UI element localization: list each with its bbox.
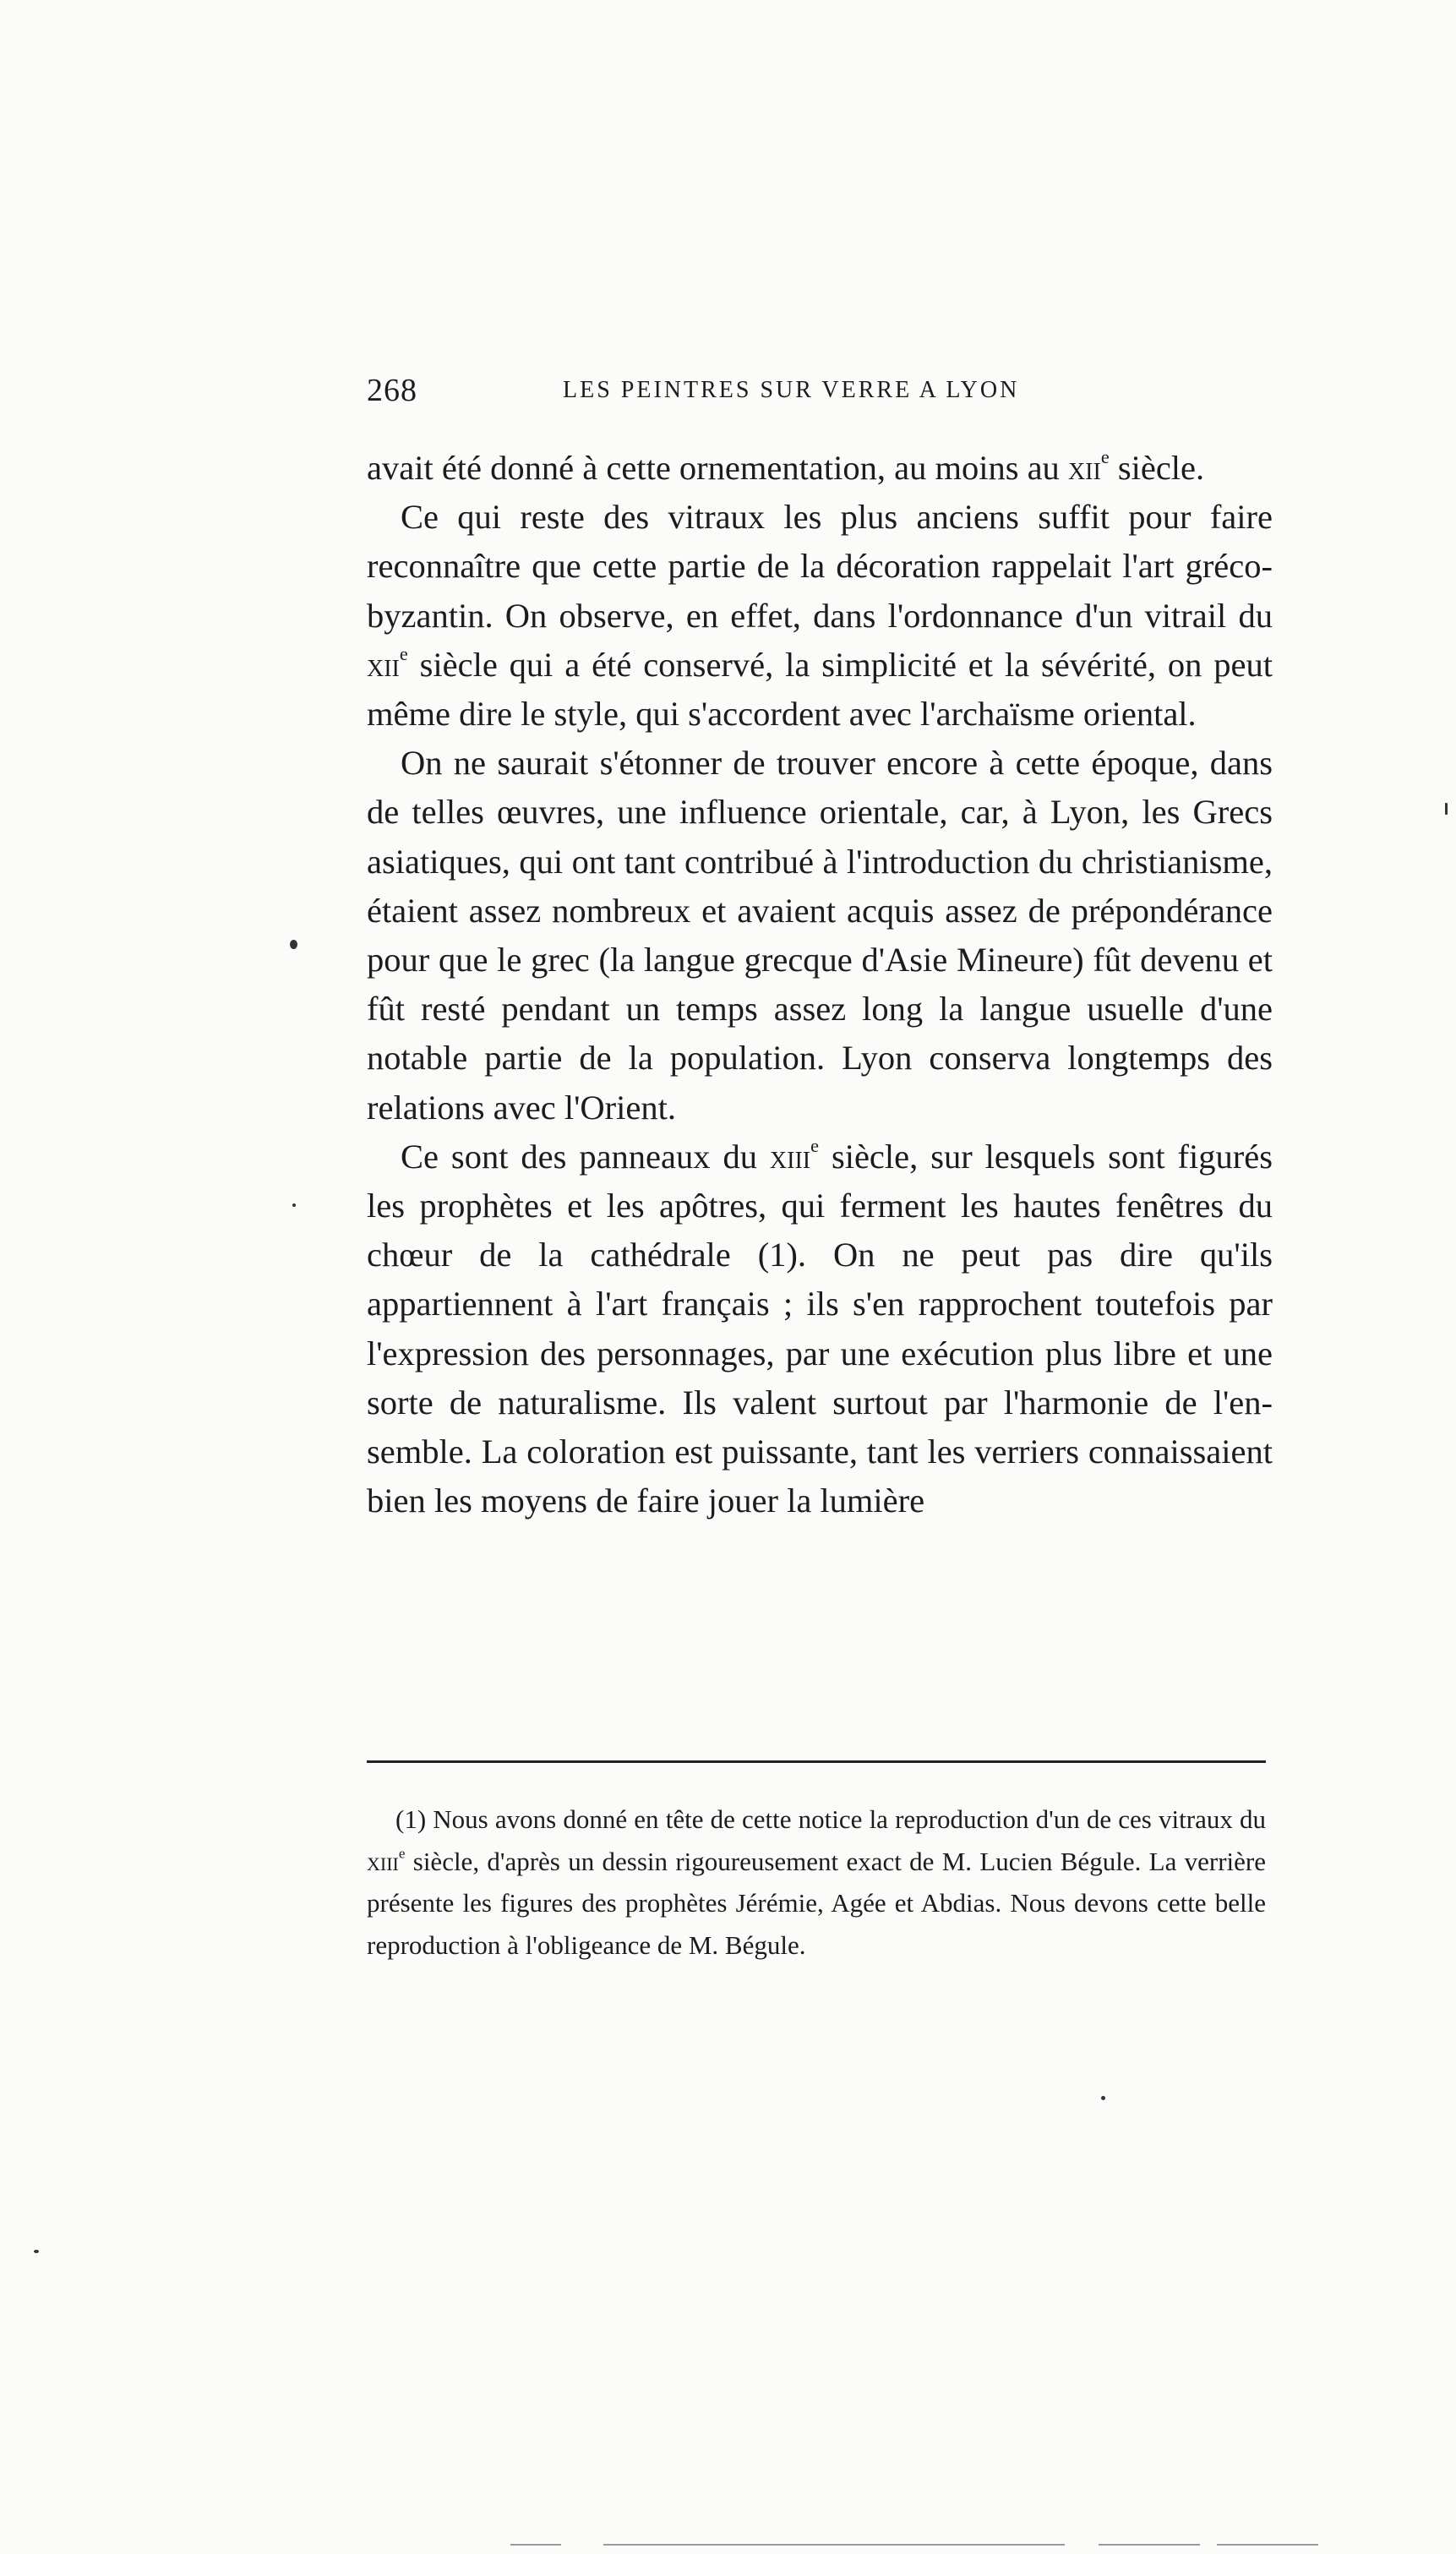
running-title: LES PEINTRES SUR VERRE A LYON bbox=[563, 377, 1020, 403]
paragraph-4-text-b: siècle, sur lesquels sont figurés les prophètes et les apôtres, qui ferment les hautes fenêtres du chœur de la cathédrale (1). On ne peut pas dire qu'ils appartiennent à l'art français ; ils s'en rapprochent toutefois par l'expression des personnages, par une exécution plus libre et une sorte de naturalisme. Ils valent surtout par l'harmonie de l'ensemble. La coloration est puissante, tant les verriers connaissaient bien les moyens de faire jouer la lumière bbox=[367, 1137, 1273, 1520]
bottom-rule-segment bbox=[510, 2544, 561, 2546]
ink-speck bbox=[1101, 2096, 1105, 2100]
paragraph-2-text-a: Ce qui reste des vitraux les plus anciens suffit pour faire reconnaître que cette partie de la décoration rappelait l'art gréco-byzantin. On observe, en effet, dans l'ordonnance d'un vitrail du bbox=[367, 498, 1273, 635]
ink-speck bbox=[34, 2250, 39, 2253]
paragraph-2-text-b: siècle qui a été conservé, la simplicité et la sévérité, on peut même dire le style, qui s'accordent avec l'archaïsme oriental. bbox=[367, 645, 1273, 734]
superscript: e bbox=[398, 1845, 406, 1862]
century-numeral: xiii bbox=[769, 1137, 811, 1176]
superscript: e bbox=[810, 1134, 819, 1156]
page-number: 268 bbox=[367, 373, 417, 408]
paragraph-2 bbox=[367, 493, 1273, 739]
ink-speck bbox=[1445, 803, 1448, 815]
superscript: e bbox=[1100, 446, 1110, 468]
bottom-rule-segment bbox=[1217, 2544, 1318, 2546]
paragraph-1-text-a: avait été donné à cette ornementation, au moins au bbox=[367, 449, 1068, 487]
century-numeral: xiii bbox=[367, 1846, 399, 1876]
footnote-1 bbox=[367, 1798, 1266, 1966]
footnote-1-text-a: (1) Nous avons donné en tête de cette notice la reproduction d'un de ces vitraux du bbox=[395, 1804, 1266, 1834]
ink-speck bbox=[292, 1203, 296, 1207]
footnote-rule bbox=[367, 1760, 1266, 1763]
footnotes bbox=[367, 1798, 1266, 1966]
paragraph-3-text: On ne saurait s'étonner de trouver encore à cette époque, dans de telles œuvres, une influence orientale, car, à Lyon, les Grecs asiatiques, qui ont tant contribué à l'introduction du christianisme, étaient assez nombreux et avaient acquis assez de prépondérance pour que le grec (la langue grecque d'Asie Mineure) fût devenu et fût resté pendant un temps assez long la langue usuelle d'une notable partie de la population. Lyon conserva longtemps des relations avec l'Orient. bbox=[367, 744, 1273, 1127]
footnote-1-text-b: siècle, d'après un dessin rigoureusement exact de M. Lucien Bégule. La verrière présente les figures des prophètes Jérémie, Agée et Abdias. Nous devons cette belle reproduction à l'obligeance de M. Bégule. bbox=[367, 1846, 1266, 1960]
superscript: e bbox=[399, 642, 408, 664]
century-numeral: xii bbox=[367, 645, 400, 684]
century-numeral: xii bbox=[1067, 449, 1101, 487]
paragraph-1 bbox=[367, 444, 1273, 493]
paragraph-1-text-b: siècle. bbox=[1109, 449, 1205, 487]
page-header bbox=[367, 372, 1273, 414]
paragraph-3 bbox=[367, 739, 1273, 1132]
ink-speck bbox=[290, 940, 297, 949]
bottom-rule-segment bbox=[603, 2544, 1065, 2546]
paragraph-4 bbox=[367, 1132, 1273, 1526]
body-text bbox=[367, 444, 1273, 1525]
paragraph-4-text-a: Ce sont des panneaux du bbox=[401, 1137, 770, 1176]
bottom-rule-segment bbox=[1099, 2544, 1200, 2546]
